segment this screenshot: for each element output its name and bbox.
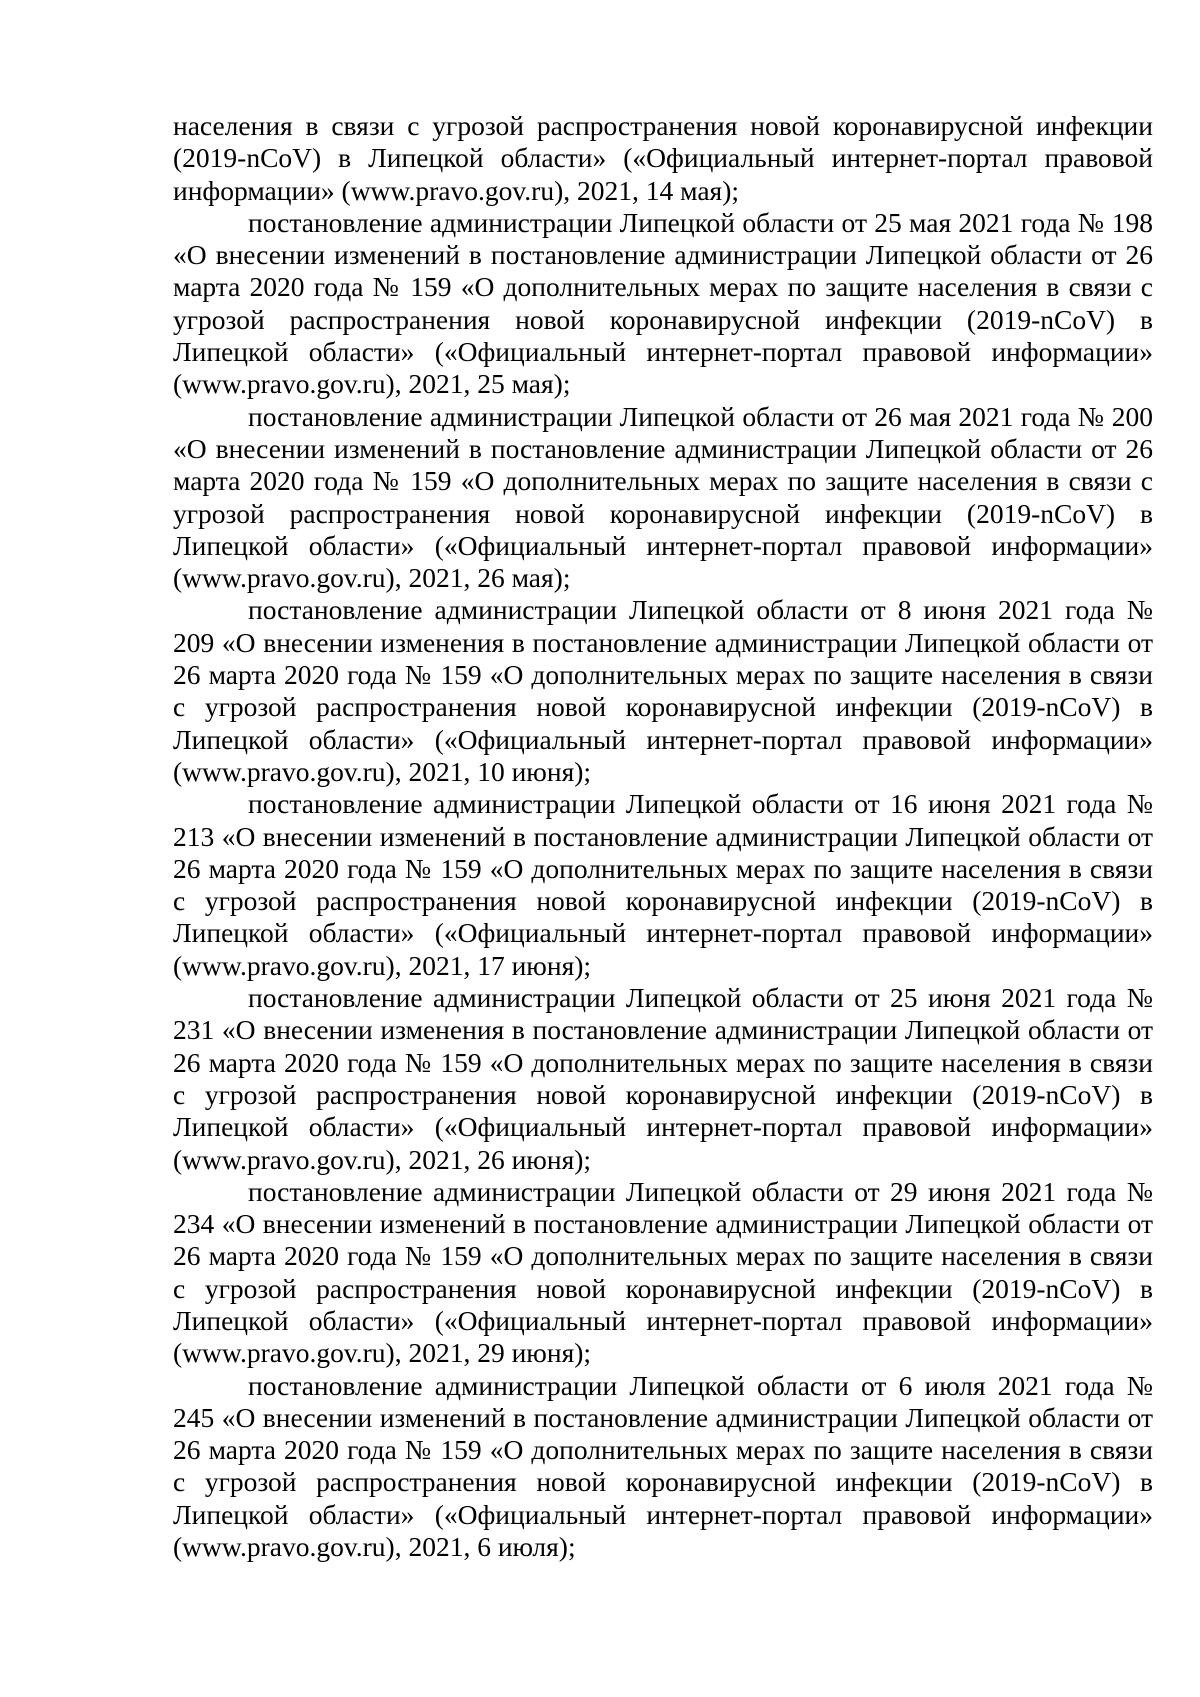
paragraph-resolution-213: постановление администрации Липецкой области от 16 июня 2021 года № 213 «О внесении изменений в постановление администрации Липецкой области от 26 марта 2020 года № 159 «О дополнительных мерах по защите населения в связи с угрозой распространения новой коронавирусной инфекции (2019-nCoV) в Липецкой области» («Официальный интернет-портал правовой информации» (www.pravo.gov.ru), 2021, 17 июня); [173, 788, 1153, 981]
paragraph-resolution-231: постановление администрации Липецкой области от 25 июня 2021 года № 231 «О внесении изменения в постановление администрации Липецкой области от 26 марта 2020 года № 159 «О дополнительных мерах по защите населения в связи с угрозой распространения новой коронавирусной инфекции (2019-nCoV) в Липецкой области» («Официальный интернет-портал правовой информации» (www.pravo.gov.ru), 2021, 26 июня); [173, 982, 1153, 1175]
paragraph-resolution-200: постановление администрации Липецкой области от 26 мая 2021 года № 200 «О внесении изменений в постановление администрации Липецкой области от 26 марта 2020 года № 159 «О дополнительных мерах по защите населения в связи с угрозой распространения новой коронавирусной инфекции (2019-nCoV) в Липецкой области» («Официальный интернет-портал правовой информации» (www.pravo.gov.ru), 2021, 26 мая); [173, 400, 1153, 594]
paragraph-continuation: населения в связи с угрозой распространения новой коронавирусной инфекции (2019-nCoV) в Липецкой области» («Официальный интернет-портал правовой информации» (www.pravo.gov.ru), 2021, 14 мая); [173, 110, 1153, 206]
paragraph-resolution-209: постановление администрации Липецкой области от 8 июня 2021 года № 209 «О внесении изменения в постановление администрации Липецкой области от 26 марта 2020 года № 159 «О дополнительных мерах по защите населения в связи с угрозой распространения новой коронавирусной инфекции (2019-nCoV) в Липецкой области» («Официальный интернет-портал правовой информации» (www.pravo.gov.ru), 2021, 10 июня); [173, 594, 1153, 787]
document-page [173, 110, 1153, 1563]
paragraph-resolution-198: постановление администрации Липецкой области от 25 мая 2021 года № 198 «О внесении изменений в постановление администрации Липецкой области от 26 марта 2020 года № 159 «О дополнительных мерах по защите населения в связи с угрозой распространения новой коронавирусной инфекции (2019-nCoV) в Липецкой области» («Официальный интернет-портал правовой информации» (www.pravo.gov.ru), 2021, 25 мая); [173, 206, 1153, 400]
paragraph-resolution-234: постановление администрации Липецкой области от 29 июня 2021 года № 234 «О внесении изменений в постановление администрации Липецкой области от 26 марта 2020 года № 159 «О дополнительных мерах по защите населения в связи с угрозой распространения новой коронавирусной инфекции (2019-nCoV) в Липецкой области» («Официальный интернет-портал правовой информации» (www.pravo.gov.ru), 2021, 29 июня); [173, 1175, 1153, 1369]
paragraph-resolution-245: постановление администрации Липецкой области от 6 июля 2021 года № 245 «О внесении изменений в постановление администрации Липецкой области от 26 марта 2020 года № 159 «О дополнительных мерах по защите населения в связи с угрозой распространения новой коронавирусной инфекции (2019-nCoV) в Липецкой области» («Официальный интернет-портал правовой информации» (www.pravo.gov.ru), 2021, 6 июля); [173, 1369, 1153, 1563]
